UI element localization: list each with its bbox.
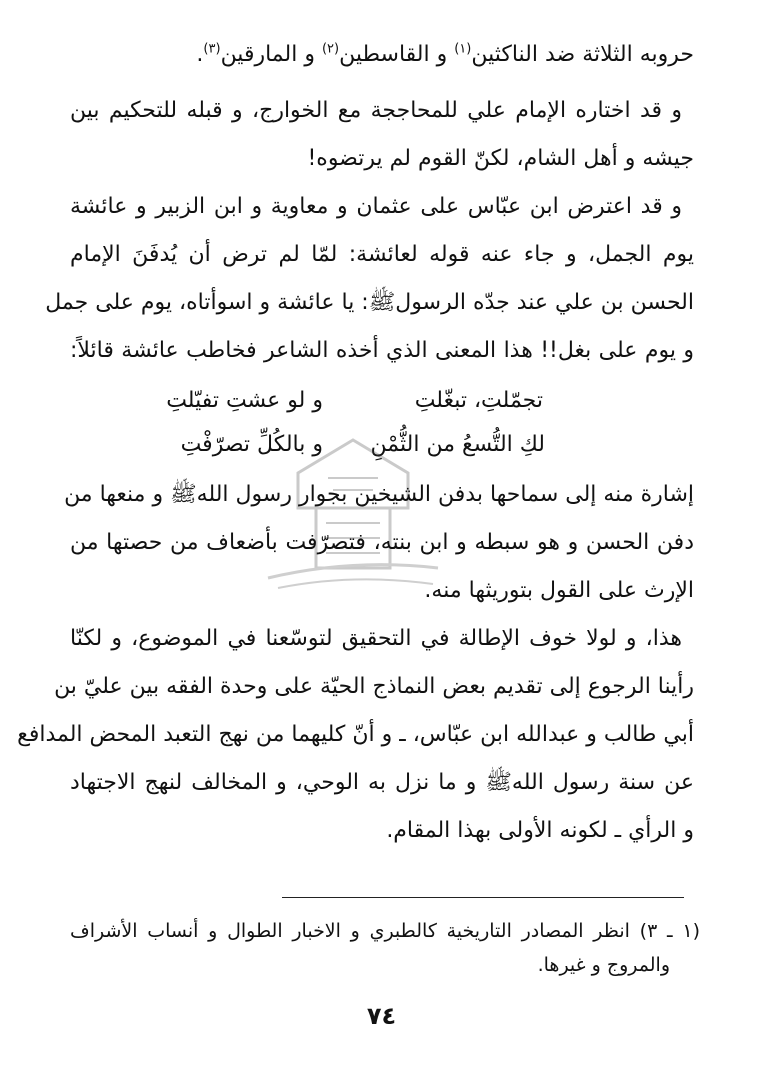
text-line-6: الحسن بن علي عند جدّه الرسولﷺ: يا عائشة و اسوأتاه، يوم على جمل	[45, 290, 694, 315]
verse-1-right: تجمّلتِ، تبغّلتِ	[414, 388, 543, 413]
page-number: ٧٤	[366, 1002, 397, 1030]
text-line-14: عن سنة رسول اللهﷺ و ما نزل به الوحي، و المخالف لنهج الاجتهاد	[70, 770, 694, 795]
text-line-1: حروبه الثلاثة ضد الناكثين$^{(١)}$ و القاسطين$^{(٢)}$ و المارقين$^{(٣)}$.	[196, 41, 694, 67]
text-line-8: إشارة منه إلى سماحها بدفن الشيخين بجوار رسول اللهﷺ و منعها من	[64, 482, 694, 507]
text-line-10: الإرث على القول بتوريثها منه.	[424, 578, 694, 603]
text-line-4: و قد اعترض ابن عبّاس على عثمان و معاوية و ابن الزبير و عائشة	[70, 194, 682, 219]
text-line-3: جيشه و أهل الشام، لكنّ القوم لم يرتضوه!	[307, 146, 694, 171]
text-line-11: هذا، و لولا خوف الإطالة في التحقيق لتوسّعنا في الموضوع، و لكنّا	[70, 626, 682, 651]
footnote-divider	[282, 897, 684, 898]
text-line-13: أبي طالب و عبدالله ابن عبّاس، ـ و أنّ كليهما من نهج التعبد المحض المدافع	[17, 722, 694, 747]
text-line-12: رأينا الرجوع إلى تقديم بعض النماذج الحيّة على وحدة الفقه بين عليّ بن	[54, 674, 694, 699]
footnote-line-2: والمروج و غيرها.	[537, 954, 670, 976]
text-line-7: و يوم على بغل!! هذا المعنى الذي أخذه الشاعر فخاطب عائشة قائلاً:	[70, 338, 694, 363]
verse-2-right: لكِ التُّسعُ من الثُّمْنِ	[370, 432, 545, 457]
verse-1-left: و لو عشتِ تفيّلتِ	[166, 388, 323, 413]
text-line-9: دفن الحسن و هو سبطه و ابن بنته، فتصرّفت بأضعاف من حصتها من	[70, 530, 694, 555]
text-line-2: و قد اختاره الإمام علي للمحاججة مع الخوارج، و قبله للتحكيم بين	[70, 98, 682, 123]
library-watermark	[258, 438, 448, 598]
verse-2-left: و بالكُلِّ تصرّفْتِ	[180, 432, 323, 457]
text-line-5: يوم الجمل، و جاء عنه قوله لعائشة: لمّا لم ترض أن يُدفَنَ الإمام	[70, 242, 694, 267]
footnote-line-1: (١ ـ ٣) انظر المصادر التاريخية كالطبري و الاخبار الطوال و أنساب الأشراف	[70, 920, 700, 942]
text-line-15: و الرأي ـ لكونه الأولى بهذا المقام.	[386, 818, 694, 843]
